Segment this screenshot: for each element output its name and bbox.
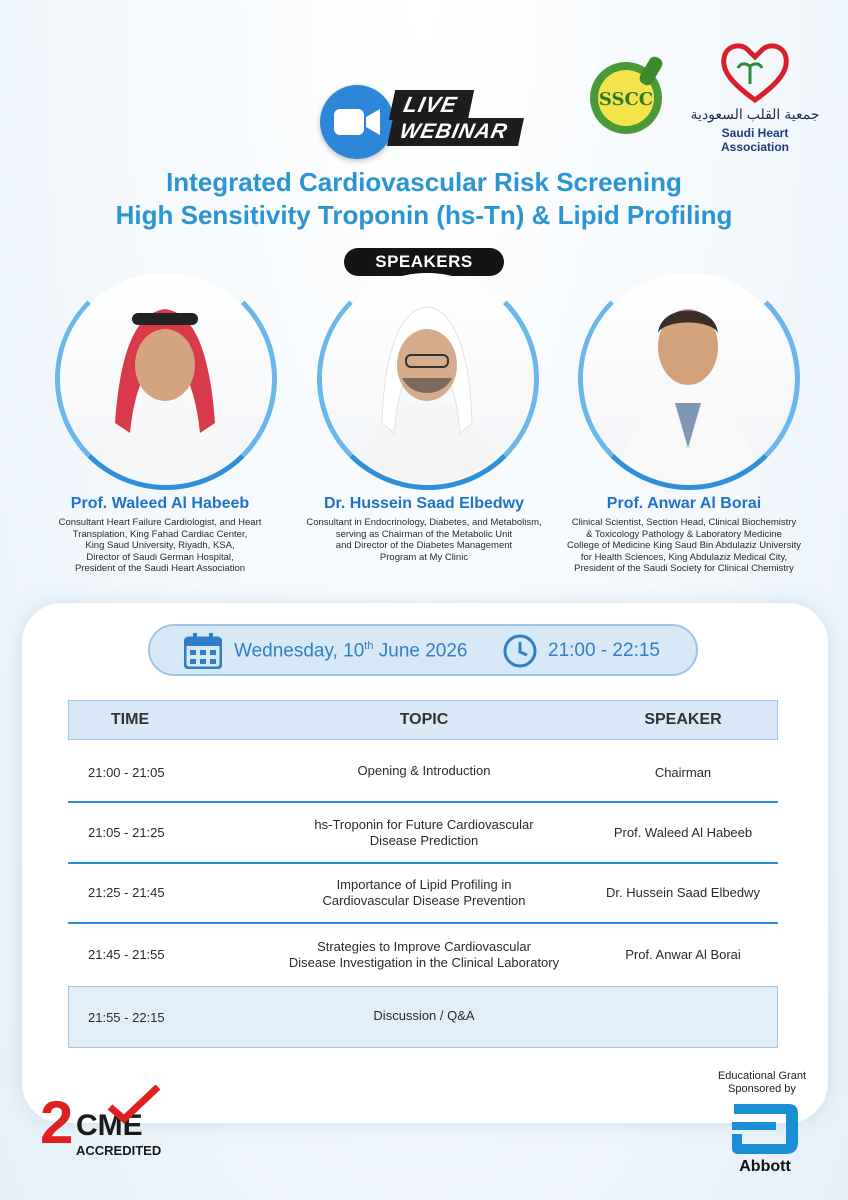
speaker-1-name: Prof. Waleed Al Habeeb [70, 495, 250, 512]
speaker-3-description: Clinical Scientist, Section Head, Clinical Biochemistry & Toxicology Pathology & Laboratory Medicine College of Medicine King Saud Bin Abdulaziz University for Health Sciences, King Abdulaziz Medical City, President of the Saudi Society for Clinical Chemistry [567, 517, 801, 574]
row-4-topic: Strategies to Improve Cardiovascular Disease Investigation in the Clinical Laboratory [288, 939, 560, 970]
row-1-time: 21:00 - 21:05 [88, 765, 165, 780]
speaker-3-name: Prof. Anwar Al Borai [606, 495, 762, 512]
live-webinar-badge [392, 90, 522, 146]
video-camera-icon [320, 85, 394, 159]
row-divider [68, 801, 778, 803]
speaker-2-description: Consultant in Endocrinology, Diabetes, and Metabolism, serving as Chairman of the Metabolic Unit and Director of the Diabetes Management Program at My Clinic [306, 517, 542, 563]
event-date: Wednesday, 10th June 2026 [234, 640, 468, 662]
speaker-1-description: Consultant Heart Failure Cardiologist, and Heart Transplation, King Fahad Cardiac Center, King Saud University, Riyadh, KSA, Director of Saudi German Hospital, President of the Saudi Heart Association [58, 517, 262, 574]
row-1-topic: Opening & Introduction [357, 763, 491, 778]
row-3-speaker: Dr. Hussein Saad Elbedwy [606, 885, 760, 900]
row-5-topic: Discussion / Q&A [373, 1008, 475, 1023]
clock-icon [502, 633, 538, 674]
row-divider [68, 922, 778, 924]
webinar-label: WEBINAR [387, 118, 524, 146]
sscc-letters: SSCC [598, 89, 654, 110]
row-3-time: 21:25 - 21:45 [88, 885, 165, 900]
sha-english-name: Saudi Heart Association [720, 126, 789, 154]
live-label: LIVE [389, 90, 474, 120]
abbott-wordmark: Abbott [739, 1158, 791, 1175]
row-2-topic: hs-Troponin for Future Cardiovascular Disease Prediction [314, 817, 534, 848]
svg-text:CME: CME [76, 1109, 143, 1142]
row-divider [68, 862, 778, 864]
header-speaker: SPEAKER [644, 711, 722, 728]
webinar-title-line2: High Sensitivity Troponin (hs-Tn) & Lipid Profiling [115, 200, 733, 230]
cme-accredited-badge [40, 1085, 170, 1165]
heart-icon [720, 40, 790, 104]
speaker-2-name: Dr. Hussein Saad Elbedwy [323, 495, 525, 512]
row-4-speaker: Prof. Anwar Al Borai [625, 947, 741, 962]
sha-arabic-name: جمعية القلب السعودية [690, 106, 820, 122]
row-5-time: 21:55 - 22:15 [88, 1010, 165, 1025]
webinar-title-line1: Integrated Cardiovascular Risk Screening [166, 167, 682, 197]
abbott-logo-icon [728, 1098, 802, 1158]
row-4-time: 21:45 - 21:55 [88, 947, 165, 962]
educational-grant-text: Educational Grant Sponsored by [717, 1070, 807, 1095]
speaker-1-photo [60, 273, 270, 483]
saudi-heart-association-logo [690, 40, 820, 154]
event-time: 21:00 - 22:15 [548, 640, 660, 661]
speaker-2-photo [322, 273, 532, 483]
header-time: TIME [110, 711, 150, 728]
speaker-3-photo [583, 273, 793, 483]
svg-text:ACCREDITED: ACCREDITED [76, 1143, 162, 1158]
sscc-logo [586, 52, 672, 138]
speakers-heading: SPEAKERS [344, 248, 504, 276]
calendar-icon [184, 633, 222, 674]
row-2-time: 21:05 - 21:25 [88, 825, 165, 840]
svg-text:2: 2 [40, 1089, 74, 1156]
row-3-topic: Importance of Lipid Profiling in Cardiovascular Disease Prevention [322, 877, 526, 908]
row-1-speaker: Chairman [654, 765, 712, 780]
header-topic: TOPIC [399, 711, 449, 728]
row-2-speaker: Prof. Waleed Al Habeeb [613, 825, 753, 840]
